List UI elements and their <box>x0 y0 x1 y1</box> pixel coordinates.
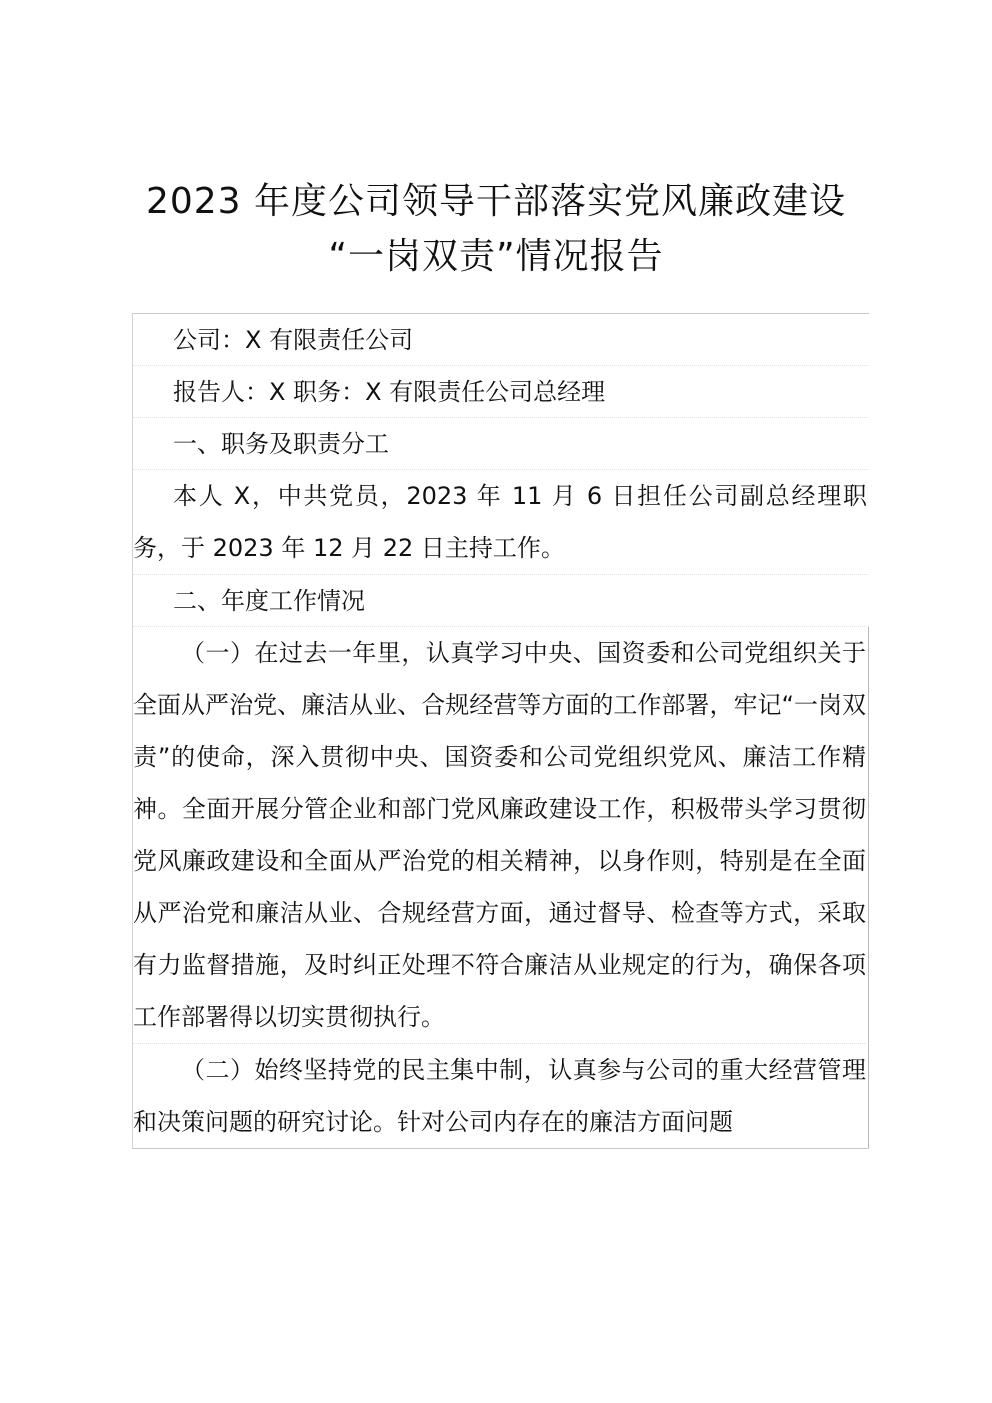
document-title-line-1: 2023 年度公司领导干部落实党风廉政建设 <box>145 181 847 222</box>
document-title-line-2: “一岗双责”情况报告 <box>328 236 664 277</box>
company-row: 公司：X 有限责任公司 <box>133 314 869 366</box>
section-1-body: 本人 X，中共党员，2023 年 11 月 6 日担任公司副总经理职务，于 2023 年 12 月 22 日主持工作。 <box>133 470 869 575</box>
document-title <box>0 174 992 284</box>
reporter-row: 报告人：X 职务：X 有限责任公司总经理 <box>133 366 869 418</box>
section-2-paragraph-2: （二）始终坚持党的民主集中制，认真参与公司的重大经营管理和决策问题的研究讨论。针对公司内存在的廉洁方面问题 <box>133 1044 869 1148</box>
section-2-heading: 二、年度工作情况 <box>133 575 869 627</box>
report-table <box>132 313 869 1149</box>
section-1-heading: 一、职务及职责分工 <box>133 418 869 470</box>
section-2-paragraph-1: （一）在过去一年里，认真学习中央、国资委和公司党组织关于全面从严治党、廉洁从业、合规经营等方面的工作部署，牢记“一岗双责”的使命，深入贯彻中央、国资委和公司党组织党风、廉洁工作精神。全面开展分管企业和部门党风廉政建设工作，积极带头学习贯彻党风廉政建设和全面从严治党的相关精神，以身作则，特别是在全面从严治党和廉洁从业、合规经营方面，通过督导、检查等方式，采取有力监督措施，及时纠正处理不符合廉洁从业规定的行为，确保各项工作部署得以切实贯彻执行。 <box>133 627 869 1044</box>
